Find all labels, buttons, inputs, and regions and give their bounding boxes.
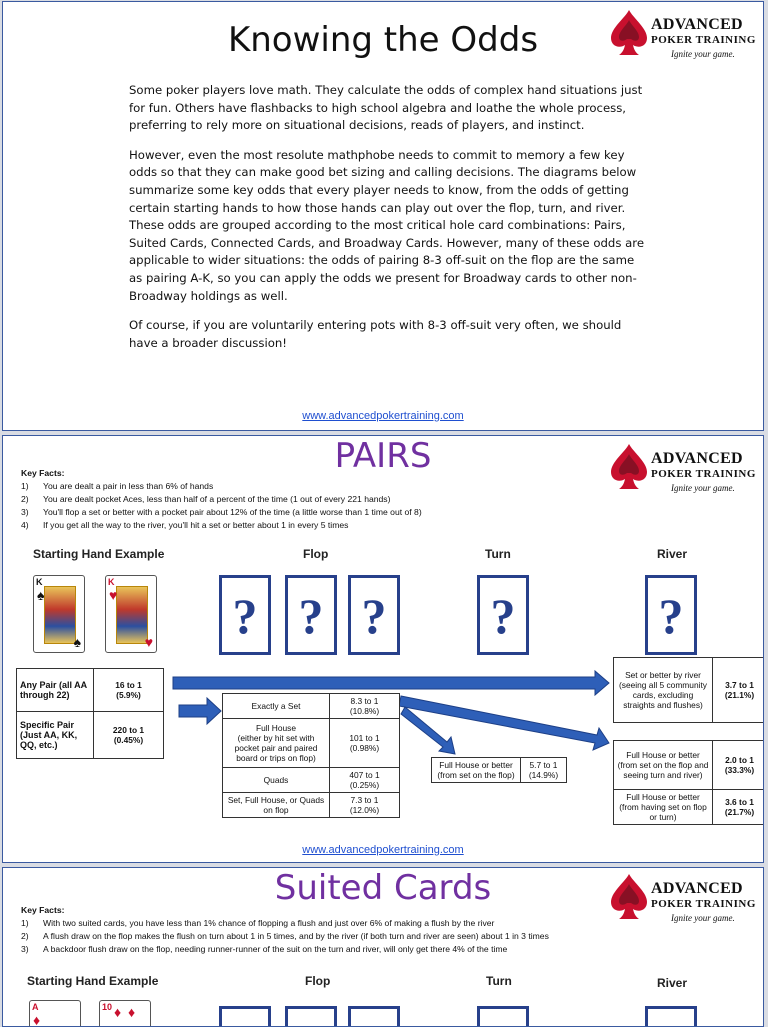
- header-flop: Flop: [305, 974, 331, 988]
- heart-icon: ♥: [144, 634, 153, 650]
- key-fact: 3) A backdoor flush draw on the flop, needing runner-runner of the suit on the turn and river, will only get there 4% of the time: [21, 944, 508, 954]
- section-title: PAIRS: [334, 436, 432, 476]
- table-row: Quads 407 to 1 (0.25%): [223, 768, 400, 793]
- spade-flame-icon: [609, 8, 649, 58]
- brand-logo: [609, 872, 759, 926]
- arrow-to-river: [173, 671, 609, 695]
- turn-odds-table: [431, 757, 567, 783]
- flop-odds-table: [222, 693, 400, 818]
- flop-card-unknown: ?: [285, 575, 337, 655]
- header-river: River: [657, 547, 688, 561]
- header-starting-hand: Starting Hand Example: [27, 974, 159, 988]
- table-row: Full House or better (from having set on flop or turn) 3.6 to 1 (21.7%): [614, 790, 765, 825]
- table-row: Full House or better (from set on the flop) 5.7 to 1 (14.9%): [432, 758, 567, 783]
- header-river: River: [657, 976, 688, 990]
- key-fact: 3) You'll flop a set or better with a pocket pair about 12% of the time (a little worse than 1 time out of 8): [21, 507, 422, 517]
- key-fact: 1) With two suited cards, you have less than 1% chance of flopping a flush and just over 6% of making a flush by the river: [21, 918, 495, 928]
- table-row: Any Pair (all AA through 22) 16 to 1 (5.9%): [17, 669, 164, 712]
- arrow-to-river-full-house: [399, 696, 609, 750]
- brand-tagline: Ignite your game.: [671, 483, 735, 493]
- diamond-icon: ♦: [114, 1004, 122, 1020]
- turn-card-unknown: ?: [477, 575, 529, 655]
- spade-flame-icon: [609, 872, 649, 922]
- intro-paragraph: However, even the most resolute mathphobe needs to commit to memory a few key odds so that they can make good bet sizing and calling decisions. The diagrams below summarize some key odds that every player needs to know, from the odds of getting certain starting hands to how those hands can play out over the flop, turn, and river. These odds are grouped according to the most critical hole card combinations: Pairs, Suited Cards, Connected Cards, and Broadway Cards. However, many of these odds are applicable to wider situations: the odds of pairing 8-3 off-suit on the flop are the same as pairing A-K, so you can apply the odds we present for Broadway cards to other non-Broadway holdings as well.: [129, 147, 645, 303]
- river-card-unknown: ?: [645, 575, 697, 655]
- playing-card-king-spades: K ♠ ♠: [33, 575, 85, 653]
- key-fact: 2) A flush draw on the flop makes the flush on turn about 1 in 5 times, and by the river (if both turn and river are seen) about 1 in 3 times: [21, 931, 549, 941]
- intro-paragraph: Of course, if you are voluntarily entering pots with 8-3 off-suit very often, we should have a broader discussion!: [129, 318, 622, 350]
- brand-subname: POKER TRAINING: [651, 34, 756, 46]
- brand-tagline: Ignite your game.: [671, 913, 735, 923]
- section-title: Suited Cards: [274, 868, 492, 908]
- slide-knowing-the-odds: [2, 1, 764, 431]
- table-row: Full House (either by hit set with pocket pair and paired board or trips on flop) 101 to 1 (0.98%): [223, 719, 400, 768]
- header-turn: Turn: [485, 547, 511, 561]
- page-title: Knowing the Odds: [227, 20, 539, 60]
- key-facts-title: Key Facts:: [21, 905, 65, 915]
- header-starting-hand: Starting Hand Example: [33, 547, 165, 561]
- intro-paragraph: Some poker players love math. They calculate the odds of complex hand situations just for fun. Others have flashbacks to high school algebra and loathe the whole process, preferring to rely more on situational decisions, reads of players, and instinct.: [129, 83, 643, 133]
- brand-subname: POKER TRAINING: [651, 468, 756, 480]
- key-fact: 2) You are dealt pocket Aces, less than half of a percent of the time (1 out of every 221 hands): [21, 494, 391, 504]
- brand-tagline: Ignite your game.: [671, 49, 735, 59]
- key-facts-title: Key Facts:: [21, 468, 65, 478]
- table-row: Exactly a Set 8.3 to 1 (10.8%): [223, 694, 400, 719]
- slide-suited-cards: [2, 867, 764, 1027]
- table-row: Set or better by river (seeing all 5 community cards, excluding straights and flushes) 3.7 to 1 (21.1%): [614, 658, 765, 723]
- key-facts: [21, 904, 549, 956]
- diamond-icon: ♦: [128, 1004, 136, 1020]
- brand-name: ADVANCED: [651, 16, 743, 33]
- header-turn: Turn: [486, 974, 512, 988]
- heart-icon: ♥: [109, 587, 118, 603]
- arrow-to-flop: [179, 698, 221, 724]
- flop-card-unknown: ?: [348, 575, 400, 655]
- intro-text: [129, 82, 649, 364]
- brand-subname: POKER TRAINING: [651, 898, 756, 910]
- playing-card-ten-diamonds: 10 ♦ ♦: [99, 1000, 151, 1027]
- website-link[interactable]: www.advancedpokertraining.com: [302, 844, 464, 856]
- table-row: Specific Pair (Just AA, KK, QQ, etc.) 220 to 1 (0.45%): [17, 712, 164, 759]
- header-flop: Flop: [303, 547, 329, 561]
- river-odds-table: [613, 740, 764, 825]
- table-row: Full House or better (from set on the flop and seeing turn and river) 2.0 to 1 (33.3%): [614, 741, 765, 790]
- spade-icon: ♠: [37, 587, 45, 603]
- spade-icon: ♠: [73, 634, 81, 650]
- playing-card-ace-diamonds: A ♦: [29, 1000, 81, 1027]
- table-row: Set, Full House, or Quads on flop 7.3 to 1 (12.0%): [223, 793, 400, 818]
- river-odds-table: [613, 657, 764, 723]
- flop-card-unknown: ?: [219, 575, 271, 655]
- slide-pairs: [2, 435, 764, 863]
- starting-hand-odds-table: [16, 668, 164, 759]
- website-link[interactable]: www.advancedpokertraining.com: [302, 410, 464, 422]
- diamond-icon: ♦: [33, 1012, 41, 1027]
- brand-name: ADVANCED: [651, 880, 743, 897]
- playing-card-king-hearts: K ♥ ♥: [105, 575, 157, 653]
- key-fact: 4) If you get all the way to the river, you'll hit a set or better about 1 in every 5 times: [21, 520, 349, 530]
- brand-logo: [609, 8, 759, 62]
- key-fact: 1) You are dealt a pair in less than 6% of hands: [21, 481, 214, 491]
- brand-name: ADVANCED: [651, 450, 743, 467]
